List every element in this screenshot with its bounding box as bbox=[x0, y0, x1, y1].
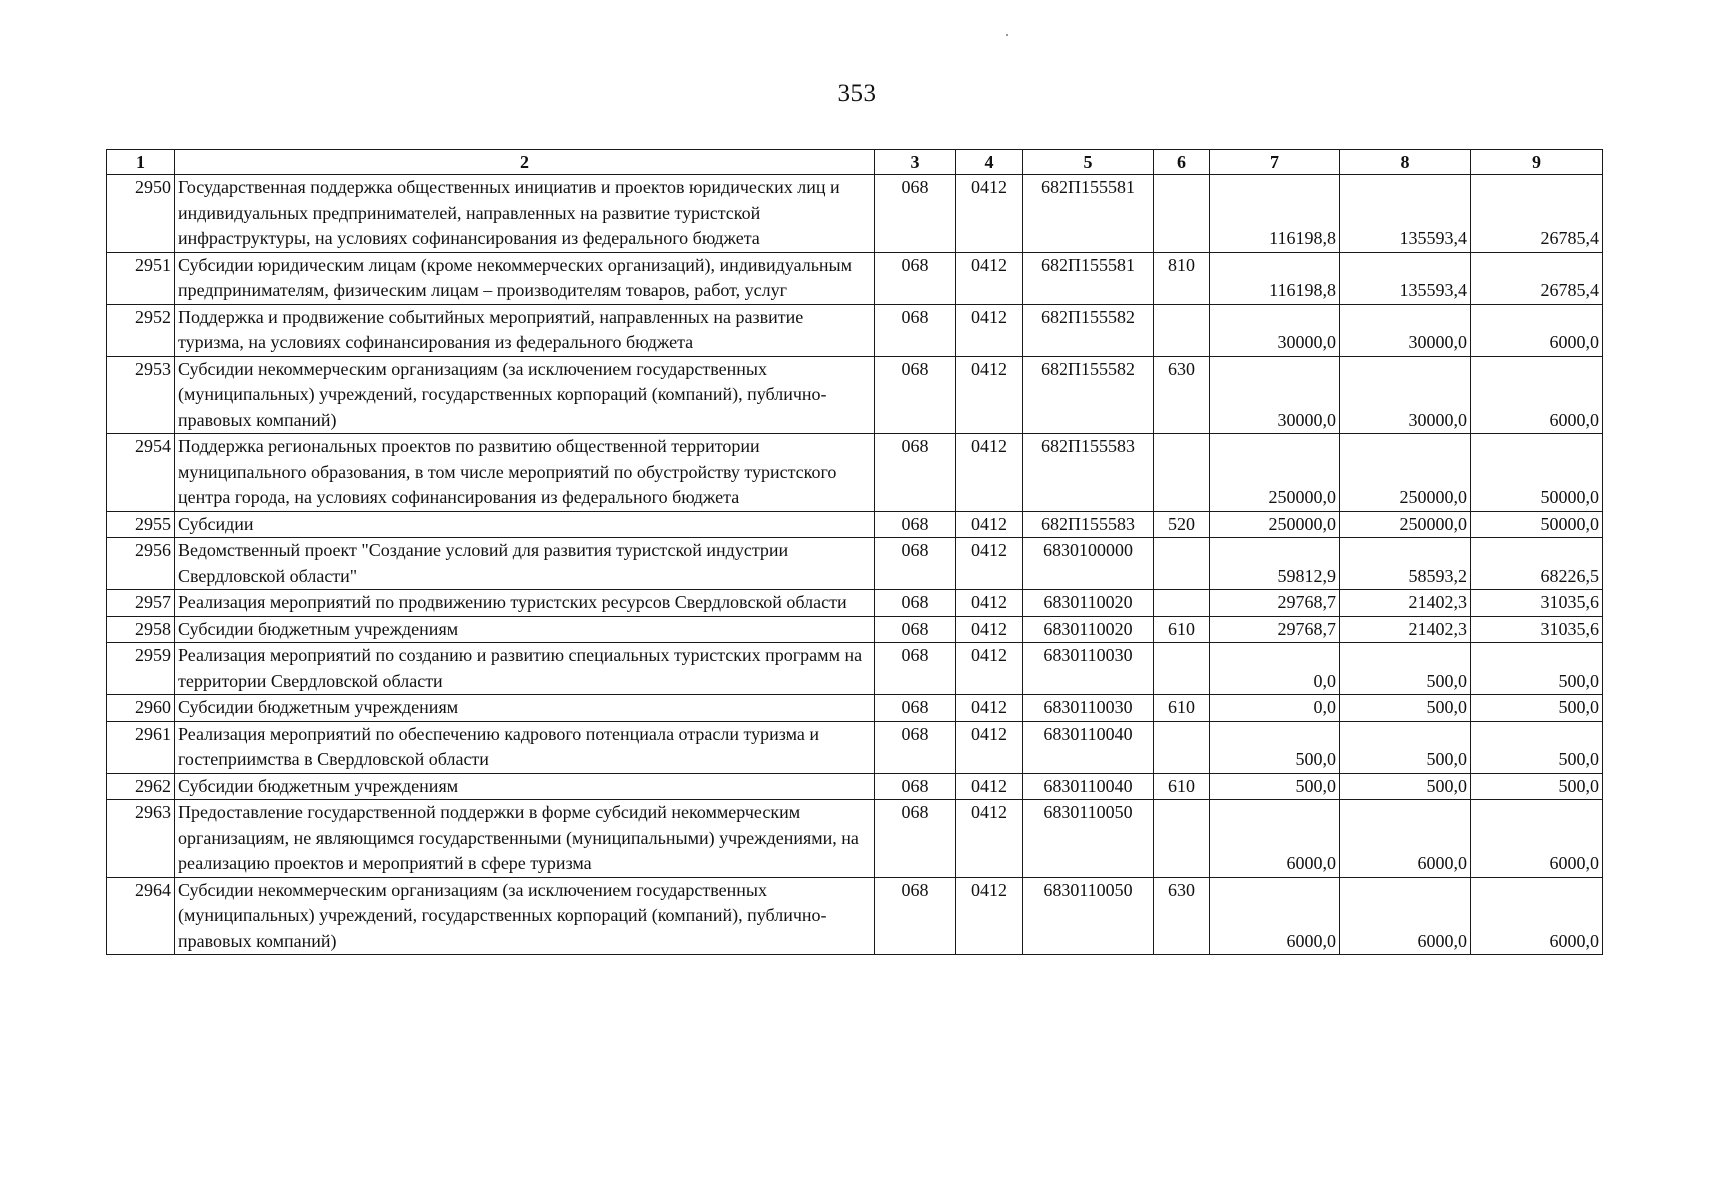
target-article-cell: 6830110040 bbox=[1023, 721, 1154, 773]
table-row bbox=[107, 434, 1603, 512]
amount-col7-cell: 500,0 bbox=[1210, 721, 1340, 773]
department-code-cell: 068 bbox=[875, 252, 956, 304]
expense-name-cell: Поддержка и продвижение событийных мероприятий, направленных на развитие туризма, на условиях софинансирования из федерального бюджета bbox=[175, 304, 875, 356]
target-article-cell: 6830110050 bbox=[1023, 800, 1154, 878]
column-header: 1 bbox=[107, 150, 175, 175]
expense-type-cell bbox=[1154, 721, 1210, 773]
row-number-cell: 2957 bbox=[107, 590, 175, 617]
section-code-cell: 0412 bbox=[956, 721, 1023, 773]
section-code-cell: 0412 bbox=[956, 877, 1023, 955]
expense-type-cell bbox=[1154, 175, 1210, 253]
amount-col8-cell: 250000,0 bbox=[1340, 434, 1471, 512]
target-article-cell: 6830100000 bbox=[1023, 538, 1154, 590]
page-number: 353 bbox=[837, 80, 877, 107]
department-code-cell: 068 bbox=[875, 538, 956, 590]
column-header: 9 bbox=[1471, 150, 1603, 175]
expense-type-cell: 610 bbox=[1154, 616, 1210, 643]
target-article-cell: 6830110030 bbox=[1023, 695, 1154, 722]
expense-name-cell: Реализация мероприятий по обеспечению кадрового потенциала отрасли туризма и гостеприимства в Свердловской области bbox=[175, 721, 875, 773]
expense-name-cell: Субсидии бюджетным учреждениям bbox=[175, 695, 875, 722]
row-number-cell: 2951 bbox=[107, 252, 175, 304]
expense-type-cell: 630 bbox=[1154, 356, 1210, 434]
amount-col7-cell: 0,0 bbox=[1210, 695, 1340, 722]
amount-col7-cell: 6000,0 bbox=[1210, 877, 1340, 955]
amount-col7-cell: 30000,0 bbox=[1210, 356, 1340, 434]
table-row bbox=[107, 252, 1603, 304]
amount-col8-cell: 500,0 bbox=[1340, 773, 1471, 800]
amount-col8-cell: 58593,2 bbox=[1340, 538, 1471, 590]
row-number-cell: 2956 bbox=[107, 538, 175, 590]
amount-col9-cell: 6000,0 bbox=[1471, 356, 1603, 434]
department-code-cell: 068 bbox=[875, 773, 956, 800]
expense-type-cell bbox=[1154, 590, 1210, 617]
expense-type-cell: 810 bbox=[1154, 252, 1210, 304]
amount-col7-cell: 116198,8 bbox=[1210, 175, 1340, 253]
amount-col9-cell: 6000,0 bbox=[1471, 304, 1603, 356]
expense-type-cell: 610 bbox=[1154, 773, 1210, 800]
target-article-cell: 6830110050 bbox=[1023, 877, 1154, 955]
expense-name-cell: Субсидии бюджетным учреждениям bbox=[175, 773, 875, 800]
section-code-cell: 0412 bbox=[956, 538, 1023, 590]
amount-col9-cell: 50000,0 bbox=[1471, 511, 1603, 538]
section-code-cell: 0412 bbox=[956, 590, 1023, 617]
expense-name-cell: Субсидии бюджетным учреждениям bbox=[175, 616, 875, 643]
expense-name-cell: Реализация мероприятий по продвижению туристских ресурсов Свердловской области bbox=[175, 590, 875, 617]
expense-type-cell bbox=[1154, 434, 1210, 512]
section-code-cell: 0412 bbox=[956, 175, 1023, 253]
amount-col9-cell: 500,0 bbox=[1471, 773, 1603, 800]
target-article-cell: 682П155582 bbox=[1023, 356, 1154, 434]
table-row bbox=[107, 773, 1603, 800]
table-row bbox=[107, 175, 1603, 253]
amount-col9-cell: 31035,6 bbox=[1471, 590, 1603, 617]
department-code-cell: 068 bbox=[875, 356, 956, 434]
section-code-cell: 0412 bbox=[956, 252, 1023, 304]
row-number-cell: 2959 bbox=[107, 643, 175, 695]
amount-col9-cell: 6000,0 bbox=[1471, 877, 1603, 955]
amount-col7-cell: 250000,0 bbox=[1210, 511, 1340, 538]
row-number-cell: 2964 bbox=[107, 877, 175, 955]
department-code-cell: 068 bbox=[875, 643, 956, 695]
table-row bbox=[107, 877, 1603, 955]
expense-name-cell: Ведомственный проект "Создание условий для развития туристской индустрии Свердловской области" bbox=[175, 538, 875, 590]
target-article-cell: 682П155581 bbox=[1023, 252, 1154, 304]
expense-name-cell: Субсидии некоммерческим организациям (за исключением государственных (муниципальных) учреждений, государственных корпораций (компаний), публично-правовых компаний) bbox=[175, 356, 875, 434]
amount-col8-cell: 30000,0 bbox=[1340, 304, 1471, 356]
amount-col9-cell: 500,0 bbox=[1471, 643, 1603, 695]
amount-col8-cell: 21402,3 bbox=[1340, 590, 1471, 617]
row-number-cell: 2953 bbox=[107, 356, 175, 434]
amount-col8-cell: 21402,3 bbox=[1340, 616, 1471, 643]
amount-col7-cell: 30000,0 bbox=[1210, 304, 1340, 356]
department-code-cell: 068 bbox=[875, 800, 956, 878]
amount-col8-cell: 30000,0 bbox=[1340, 356, 1471, 434]
target-article-cell: 6830110040 bbox=[1023, 773, 1154, 800]
expense-type-cell: 610 bbox=[1154, 695, 1210, 722]
department-code-cell: 068 bbox=[875, 695, 956, 722]
department-code-cell: 068 bbox=[875, 304, 956, 356]
section-code-cell: 0412 bbox=[956, 695, 1023, 722]
row-number-cell: 2962 bbox=[107, 773, 175, 800]
row-number-cell: 2960 bbox=[107, 695, 175, 722]
table-row bbox=[107, 721, 1603, 773]
expense-name-cell: Реализация мероприятий по созданию и развитию специальных туристских программ на территории Свердловской области bbox=[175, 643, 875, 695]
scan-speck bbox=[1006, 34, 1008, 36]
amount-col8-cell: 500,0 bbox=[1340, 643, 1471, 695]
department-code-cell: 068 bbox=[875, 434, 956, 512]
target-article-cell: 6830110020 bbox=[1023, 590, 1154, 617]
target-article-cell: 6830110030 bbox=[1023, 643, 1154, 695]
expense-name-cell: Поддержка региональных проектов по развитию общественной территории муниципального образования, в том числе мероприятий по обустройству туристского центра города, на условиях софинансирования из федерального бюджета bbox=[175, 434, 875, 512]
amount-col7-cell: 29768,7 bbox=[1210, 590, 1340, 617]
row-number-cell: 2950 bbox=[107, 175, 175, 253]
row-number-cell: 2954 bbox=[107, 434, 175, 512]
column-header: 4 bbox=[956, 150, 1023, 175]
amount-col9-cell: 500,0 bbox=[1471, 695, 1603, 722]
expense-type-cell bbox=[1154, 538, 1210, 590]
column-header: 8 bbox=[1340, 150, 1471, 175]
column-header: 2 bbox=[175, 150, 875, 175]
expense-type-cell bbox=[1154, 643, 1210, 695]
column-header: 3 bbox=[875, 150, 956, 175]
amount-col7-cell: 0,0 bbox=[1210, 643, 1340, 695]
expense-name-cell: Субсидии bbox=[175, 511, 875, 538]
table-row bbox=[107, 590, 1603, 617]
amount-col7-cell: 59812,9 bbox=[1210, 538, 1340, 590]
table-row bbox=[107, 643, 1603, 695]
amount-col9-cell: 68226,5 bbox=[1471, 538, 1603, 590]
row-number-cell: 2958 bbox=[107, 616, 175, 643]
amount-col7-cell: 500,0 bbox=[1210, 773, 1340, 800]
amount-col8-cell: 135593,4 bbox=[1340, 175, 1471, 253]
amount-col7-cell: 6000,0 bbox=[1210, 800, 1340, 878]
table-row bbox=[107, 695, 1603, 722]
department-code-cell: 068 bbox=[875, 175, 956, 253]
table-row bbox=[107, 800, 1603, 878]
amount-col8-cell: 6000,0 bbox=[1340, 877, 1471, 955]
target-article-cell: 6830110020 bbox=[1023, 616, 1154, 643]
department-code-cell: 068 bbox=[875, 511, 956, 538]
section-code-cell: 0412 bbox=[956, 773, 1023, 800]
expense-name-cell: Государственная поддержка общественных инициатив и проектов юридических лиц и индивидуальных предпринимателей, направленных на развитие туристской инфраструктуры, на условиях софинансирования из федерального бюджета bbox=[175, 175, 875, 253]
column-header: 5 bbox=[1023, 150, 1154, 175]
amount-col8-cell: 135593,4 bbox=[1340, 252, 1471, 304]
section-code-cell: 0412 bbox=[956, 616, 1023, 643]
amount-col9-cell: 26785,4 bbox=[1471, 175, 1603, 253]
amount-col7-cell: 116198,8 bbox=[1210, 252, 1340, 304]
target-article-cell: 682П155582 bbox=[1023, 304, 1154, 356]
header-row bbox=[107, 150, 1603, 175]
department-code-cell: 068 bbox=[875, 721, 956, 773]
amount-col9-cell: 50000,0 bbox=[1471, 434, 1603, 512]
target-article-cell: 682П155583 bbox=[1023, 434, 1154, 512]
amount-col7-cell: 29768,7 bbox=[1210, 616, 1340, 643]
row-number-cell: 2952 bbox=[107, 304, 175, 356]
amount-col8-cell: 6000,0 bbox=[1340, 800, 1471, 878]
amount-col8-cell: 500,0 bbox=[1340, 695, 1471, 722]
section-code-cell: 0412 bbox=[956, 511, 1023, 538]
amount-col9-cell: 500,0 bbox=[1471, 721, 1603, 773]
section-code-cell: 0412 bbox=[956, 434, 1023, 512]
expense-name-cell: Предоставление государственной поддержки в форме субсидий некоммерческим организациям, не являющимся государственными (муниципальными) учреждениями, на реализацию проектов и мероприятий в сфере туризма bbox=[175, 800, 875, 878]
column-header: 7 bbox=[1210, 150, 1340, 175]
budget-table bbox=[106, 149, 1603, 955]
table-row bbox=[107, 538, 1603, 590]
target-article-cell: 682П155581 bbox=[1023, 175, 1154, 253]
department-code-cell: 068 bbox=[875, 590, 956, 617]
amount-col9-cell: 26785,4 bbox=[1471, 252, 1603, 304]
expense-name-cell: Субсидии некоммерческим организациям (за исключением государственных (муниципальных) учреждений, государственных корпораций (компаний), публично-правовых компаний) bbox=[175, 877, 875, 955]
table-row bbox=[107, 511, 1603, 538]
amount-col8-cell: 250000,0 bbox=[1340, 511, 1471, 538]
expense-type-cell bbox=[1154, 304, 1210, 356]
section-code-cell: 0412 bbox=[956, 356, 1023, 434]
amount-col9-cell: 6000,0 bbox=[1471, 800, 1603, 878]
department-code-cell: 068 bbox=[875, 877, 956, 955]
expense-name-cell: Субсидии юридическим лицам (кроме некоммерческих организаций), индивидуальным предпринимателям, физическим лицам – производителям товаров, работ, услуг bbox=[175, 252, 875, 304]
table-body bbox=[107, 175, 1603, 955]
expense-type-cell bbox=[1154, 800, 1210, 878]
table-row bbox=[107, 304, 1603, 356]
target-article-cell: 682П155583 bbox=[1023, 511, 1154, 538]
section-code-cell: 0412 bbox=[956, 800, 1023, 878]
section-code-cell: 0412 bbox=[956, 304, 1023, 356]
department-code-cell: 068 bbox=[875, 616, 956, 643]
section-code-cell: 0412 bbox=[956, 643, 1023, 695]
expense-type-cell: 520 bbox=[1154, 511, 1210, 538]
expense-type-cell: 630 bbox=[1154, 877, 1210, 955]
table-row bbox=[107, 616, 1603, 643]
amount-col8-cell: 500,0 bbox=[1340, 721, 1471, 773]
row-number-cell: 2961 bbox=[107, 721, 175, 773]
table-row bbox=[107, 356, 1603, 434]
amount-col7-cell: 250000,0 bbox=[1210, 434, 1340, 512]
row-number-cell: 2963 bbox=[107, 800, 175, 878]
column-header: 6 bbox=[1154, 150, 1210, 175]
row-number-cell: 2955 bbox=[107, 511, 175, 538]
amount-col9-cell: 31035,6 bbox=[1471, 616, 1603, 643]
